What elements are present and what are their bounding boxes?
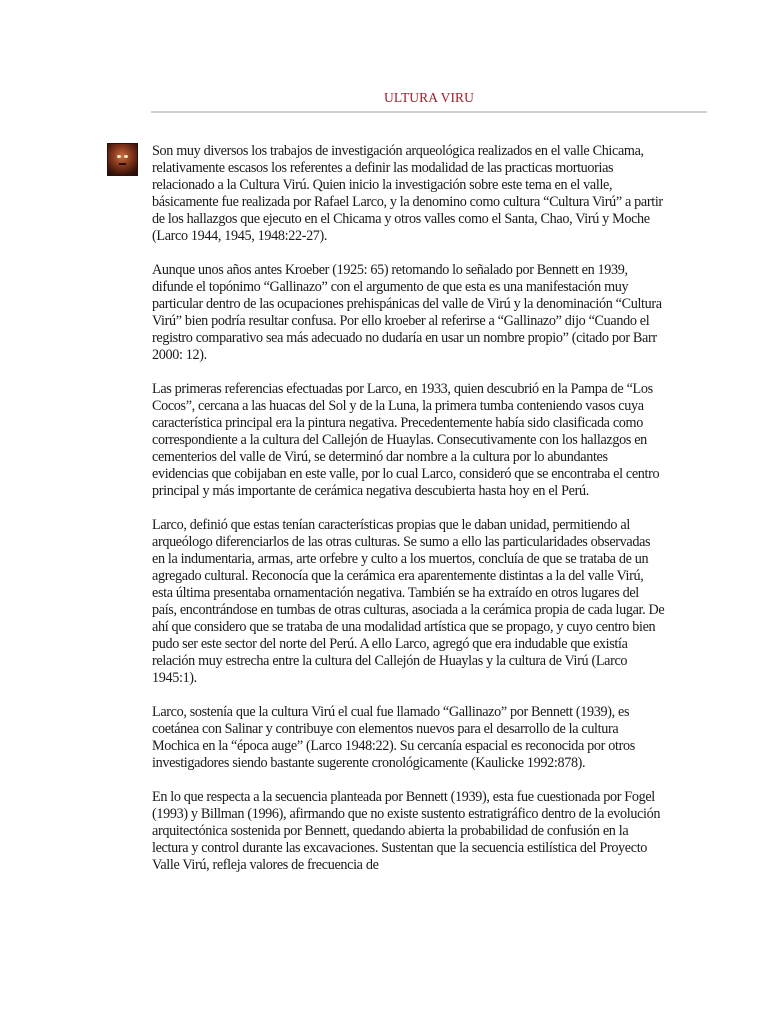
paragraph: Larco, sostenía que la cultura Virú el cual fue llamado “Gallinazo” por Bennett (1939), es coetánea con Salinar y contribuye con elementos nuevos para el desarrollo de la cultura Mochica en la “época auge” (Larco 1948:22). Su cercanía espacial es reconocida por otros investigadores siendo bastante sugerente cronológicamente (Kaulicke 1992:878). [152,704,635,771]
ceramic-figure-thumbnail-icon [107,143,138,176]
paragraph: En lo que respecta a la secuencia planteada por Bennett (1939), esta fue cuestionada por Fogel (1993) y Billman (1996), afirmando que no existe sustento estratigráfico dentro de la evolución arquitectónica sostenida por Bennett, quedando abierta la probabilidad de confusión en la lectura y control durante las excavaciones. Sustentan que la secuencia estilística del Proyecto Valle Virú, refleja valores de frecuencia de [152,789,661,873]
paragraph: Son muy diversos los trabajos de investigación arqueológica realizados en el valle Chicama, relativamente escasos los referentes a definir las modalidad de las practicas mortuorias relacionado a la Cultura Virú. Quien inicio la investigación sobre este tema en el valle, básicamente fue realizada por Rafael Larco, y la denomino como cultura “Cultura Virú” a partir de los hallazgos que ejecuto en el Chicama y otros valles como el Santa, Chao, Virú y Moche (Larco 1944, 1945, 1948:22-27). [152,143,663,244]
paragraph: Aunque unos años antes Kroeber (1925: 65) retomando lo señalado por Bennett en 1939, difunde el topónimo “Gallinazo” con el argumento de que esta es una manifestación muy particular dentro de las ocupaciones prehispánicas del valle de Virú y la denominación “Cultura Virú” bien podría resultar confusa. Por ello kroeber al referirse a “Gallinazo” dijo “Cuando el registro comparativo sea más adecuado no dudaría en usar un nombre propio” (citado por Barr 2000: 12). [152,262,662,363]
paragraph: Las primeras referencias efectuadas por Larco, en 1933, quien descubrió en la Pampa de “Los Cocos”, cercana a las huacas del Sol y de la Luna, la primera tumba conteniendo vasos cuya característica principal era la pintura negativa. Precedentemente había sido clasificada como correspondiente a la cultura del Callejón de Huaylas. Consecutivamente con los hallazgos en cementerios del valle de Virú, se determinó dar nombre a la cultura por lo abundantes evidencias que cobijaban en este valle, por lo cual Larco, consideró que se encontraba el centro principal y más importante de cerámica negativa descubierta hasta hoy en el Perú. [152,381,660,499]
document-title: ULTURA VIRU [151,90,707,113]
paragraph: Larco, definió que estas tenían características propias que le daban unidad, permitiendo al arqueólogo diferenciarlos de las otras culturas. Se sumo a ello las particularidades observadas en la indumentaria, armas, arte orfebre y culto a los muertos, concluía de que se trataba de un agregado cultural. Reconocía que la cerámica era aparentemente distintas a la del valle Virú, esta última presentaba ornamentación negativa. También se ha extraído en otros lugares del país, encontrándose en tumbas de otras culturas, asociada a la cerámica propia de cada lugar. De ahí que considero que se trataba de una modalidad artística que se propago, y cuyo centro bien pudo ser este sector del norte del Perú. A ello Larco, agregó que era indudable que existía relación muy estrecha entre la cultura del Callejón de Huaylas y la cultura de Virú (Larco 1945:1). [152,517,665,686]
document-body [152,143,666,891]
